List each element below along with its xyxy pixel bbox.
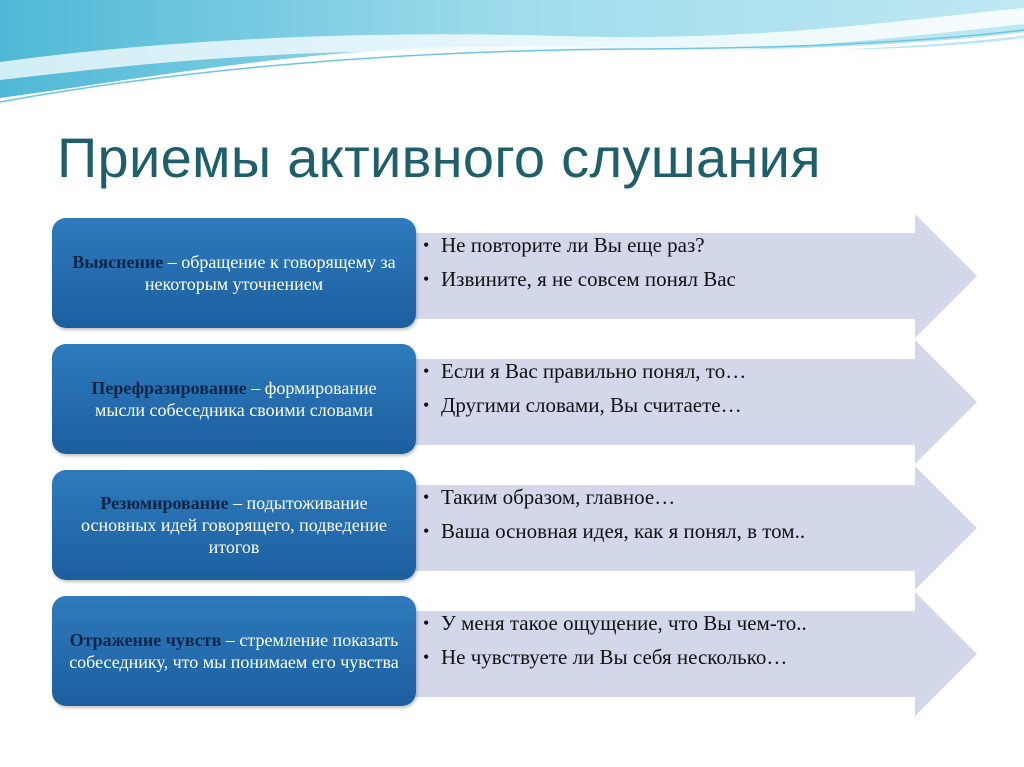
technique-row <box>0 466 1024 590</box>
technique-description: – подытоживание основных идей говорящего, подведение итогов <box>81 493 387 557</box>
bullet-icon: • <box>423 269 430 289</box>
technique-description: – стремление показать собеседнику, что мы понимаем его чувства <box>69 630 399 672</box>
example-phrase <box>423 354 923 388</box>
page-title: Приемы активного слушания <box>57 126 821 189</box>
example-phrase <box>423 262 923 296</box>
technique-row <box>0 592 1024 716</box>
technique-box <box>52 218 416 328</box>
bullet-icon: • <box>423 647 430 667</box>
example-text: Другими словами, Вы считаете… <box>441 393 742 417</box>
example-text: Если я Вас правильно понял, то… <box>441 359 747 383</box>
technique-term: Отражение чувств <box>69 630 222 650</box>
example-text: У меня такое ощущение, что Вы чем-то.. <box>441 611 807 635</box>
example-phrase <box>423 640 923 674</box>
technique-box <box>52 344 416 454</box>
example-phrases <box>423 228 923 296</box>
technique-description: – формирование мысли собеседника своими словами <box>94 378 377 420</box>
technique-row <box>0 340 1024 464</box>
example-text: Не повторите ли Вы еще раз? <box>441 233 705 257</box>
example-phrase <box>423 514 923 548</box>
technique-term: Резюмирование <box>100 493 229 513</box>
bullet-icon: • <box>423 613 430 633</box>
bullet-icon: • <box>423 521 430 541</box>
technique-row <box>0 214 1024 338</box>
technique-definition <box>66 377 402 421</box>
technique-definition <box>66 492 402 558</box>
example-phrase <box>423 480 923 514</box>
technique-term: Выяснение <box>72 252 164 272</box>
example-phrases <box>423 480 923 548</box>
example-phrases <box>423 606 923 674</box>
technique-description: – обращение к говорящему за некоторым уточнением <box>144 252 396 294</box>
example-phrase <box>423 228 923 262</box>
technique-box <box>52 596 416 706</box>
technique-term: Перефразирование <box>91 378 247 398</box>
example-text: Извините, я не совсем понял Вас <box>441 267 736 291</box>
bullet-icon: • <box>423 395 430 415</box>
example-text: Таким образом, главное… <box>441 485 676 509</box>
technique-definition <box>66 251 402 295</box>
example-phrase <box>423 606 923 640</box>
bullet-icon: • <box>423 361 430 381</box>
example-text: Не чувствуете ли Вы себя несколько… <box>441 645 788 669</box>
technique-definition <box>66 629 402 673</box>
example-phrase <box>423 388 923 422</box>
example-phrases <box>423 354 923 422</box>
bullet-icon: • <box>423 487 430 507</box>
technique-box <box>52 470 416 580</box>
example-text: Ваша основная идея, как я понял, в том.. <box>441 519 806 543</box>
bullet-icon: • <box>423 235 430 255</box>
